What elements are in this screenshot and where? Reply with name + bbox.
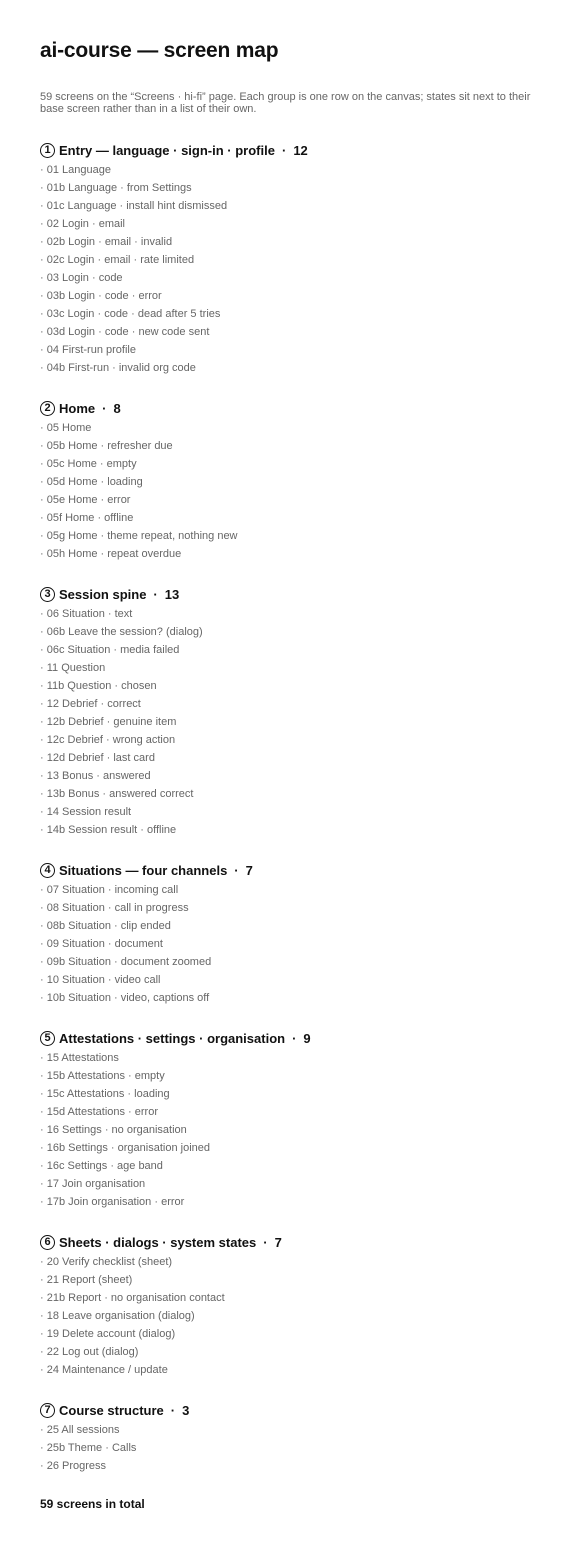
list-item: · 05c Home · empty <box>40 458 137 470</box>
list-item: · 02c Login · email · rate limited <box>40 254 195 266</box>
list-item: · 15d Attestations · error <box>40 1106 158 1118</box>
list-item: · 03c Login · code · dead after 5 tries <box>40 308 221 320</box>
group-heading <box>40 141 550 159</box>
list-item: · 05d Home · loading <box>40 476 143 488</box>
list-item: · 21 Report (sheet) <box>40 1274 133 1286</box>
group-4 <box>40 861 550 1007</box>
list-item: · 21b Report · no organisation contact <box>40 1292 225 1304</box>
intro-text: 59 screens on the “Screens · hi-fi” page. Each group is one row on the canvas; states sit next to their base screen rather than in a list of their own. <box>40 91 531 115</box>
list-item: · 10b Situation · video, captions off <box>40 992 210 1004</box>
list-item: · 01 Language <box>40 164 111 176</box>
group-heading <box>40 585 550 603</box>
list-item: · 08b Situation · clip ended <box>40 920 171 932</box>
group-number-badge: 6 <box>40 1235 55 1250</box>
group-separator: · <box>153 586 158 602</box>
group-count: 9 <box>303 1030 311 1046</box>
group-heading <box>40 1029 550 1047</box>
list-item: · 07 Situation · incoming call <box>40 884 179 896</box>
screen-list <box>40 1253 550 1379</box>
group-1 <box>40 141 550 377</box>
list-item: · 19 Delete account (dialog) <box>40 1328 176 1340</box>
list-item: · 04b First-run · invalid org code <box>40 362 196 374</box>
list-item: · 15 Attestations <box>40 1052 119 1064</box>
list-item: · 01c Language · install hint dismissed <box>40 200 228 212</box>
group-7 <box>40 1401 550 1475</box>
group-number-badge: 1 <box>40 143 55 158</box>
total-count: 59 screens in total <box>40 1497 145 1511</box>
list-item: · 03 Login · code <box>40 272 123 284</box>
list-item: · 25b Theme · Calls <box>40 1442 137 1454</box>
list-item: · 06 Situation · text <box>40 608 133 620</box>
group-count: 7 <box>245 862 253 878</box>
group-number-badge: 5 <box>40 1031 55 1046</box>
list-item: · 06b Leave the session? (dialog) <box>40 626 203 638</box>
list-item: · 26 Progress <box>40 1460 107 1472</box>
group-separator: · <box>281 142 287 158</box>
list-item: · 22 Log out (dialog) <box>40 1346 139 1358</box>
list-item: · 12d Debrief · last card <box>40 752 155 764</box>
group-count: 13 <box>164 586 180 602</box>
list-item: · 15c Attestations · loading <box>40 1088 170 1100</box>
list-item: · 09 Situation · document <box>40 938 163 950</box>
list-item: · 18 Leave organisation (dialog) <box>40 1310 195 1322</box>
list-item: · 05 Home <box>40 422 92 434</box>
list-item: · 17 Join organisation <box>40 1178 146 1190</box>
group-number-badge: 4 <box>40 863 55 878</box>
list-item: · 25 All sessions <box>40 1424 120 1436</box>
group-title: Sheets · dialogs · system states <box>59 1234 257 1250</box>
list-item: · 16 Settings · no organisation <box>40 1124 187 1136</box>
list-item: · 09b Situation · document zoomed <box>40 956 212 968</box>
page-title: ai-course — screen map <box>40 39 279 62</box>
list-item: · 16c Settings · age band <box>40 1160 163 1172</box>
group-separator: · <box>234 862 239 878</box>
screen-list <box>40 419 550 563</box>
group-heading <box>40 399 550 417</box>
screen-list <box>40 1421 550 1475</box>
screen-list <box>40 1049 550 1211</box>
screen-list <box>40 161 550 377</box>
list-item: · 06c Situation · media failed <box>40 644 180 656</box>
list-item: · 24 Maintenance / update <box>40 1364 168 1376</box>
group-count: 12 <box>293 142 308 158</box>
list-item: · 20 Verify checklist (sheet) <box>40 1256 173 1268</box>
group-title: Situations — four channels <box>59 862 228 878</box>
list-item: · 02b Login · email · invalid <box>40 236 173 248</box>
list-item: · 13b Bonus · answered correct <box>40 788 194 800</box>
list-item: · 12 Debrief · correct <box>40 698 141 710</box>
list-item: · 05f Home · offline <box>40 512 134 524</box>
group-2 <box>40 399 550 563</box>
group-3 <box>40 585 550 839</box>
list-item: · 08 Situation · call in progress <box>40 902 189 914</box>
group-number-badge: 7 <box>40 1403 55 1418</box>
list-item: · 11b Question · chosen <box>40 680 157 692</box>
group-separator: · <box>292 1030 297 1046</box>
list-item: · 15b Attestations · empty <box>40 1070 165 1082</box>
group-number-badge: 3 <box>40 587 55 602</box>
screen-list <box>40 881 550 1007</box>
list-item: · 05b Home · refresher due <box>40 440 173 452</box>
group-separator: · <box>170 1402 176 1418</box>
group-number-badge: 2 <box>40 401 55 416</box>
group-count: 7 <box>274 1234 282 1250</box>
group-separator: · <box>102 400 107 416</box>
group-separator: · <box>263 1234 268 1250</box>
group-title: Session spine <box>59 586 147 602</box>
list-item: · 04 First-run profile <box>40 344 136 356</box>
list-item: · 03b Login · code · error <box>40 290 162 302</box>
list-item: · 10 Situation · video call <box>40 974 161 986</box>
list-item: · 05g Home · theme repeat, nothing new <box>40 530 238 542</box>
list-item: · 16b Settings · organisation joined <box>40 1142 210 1154</box>
list-item: · 11 Question <box>40 662 106 674</box>
list-item: · 17b Join organisation · error <box>40 1196 185 1208</box>
group-title: Home <box>59 400 96 416</box>
list-item: · 12b Debrief · genuine item <box>40 716 177 728</box>
list-item: · 03d Login · code · new code sent <box>40 326 210 338</box>
list-item: · 01b Language · from Settings <box>40 182 192 194</box>
group-title: Course structure <box>59 1402 164 1418</box>
list-item: · 12c Debrief · wrong action <box>40 734 176 746</box>
list-item: · 14b Session result · offline <box>40 824 177 836</box>
list-item: · 13 Bonus · answered <box>40 770 151 782</box>
group-heading <box>40 1233 550 1251</box>
group-count: 8 <box>113 400 121 416</box>
group-heading <box>40 1401 550 1419</box>
list-item: · 05e Home · error <box>40 494 131 506</box>
group-title: Attestations · settings · organisation <box>59 1030 286 1046</box>
list-item: · 05h Home · repeat overdue <box>40 548 182 560</box>
group-6 <box>40 1233 550 1379</box>
list-item: · 02 Login · email <box>40 218 125 230</box>
group-heading <box>40 861 550 879</box>
group-5 <box>40 1029 550 1211</box>
list-item: · 14 Session result <box>40 806 132 818</box>
group-title: Entry — language · sign-in · profile <box>59 142 275 158</box>
screen-list <box>40 605 550 839</box>
group-count: 3 <box>182 1402 190 1418</box>
